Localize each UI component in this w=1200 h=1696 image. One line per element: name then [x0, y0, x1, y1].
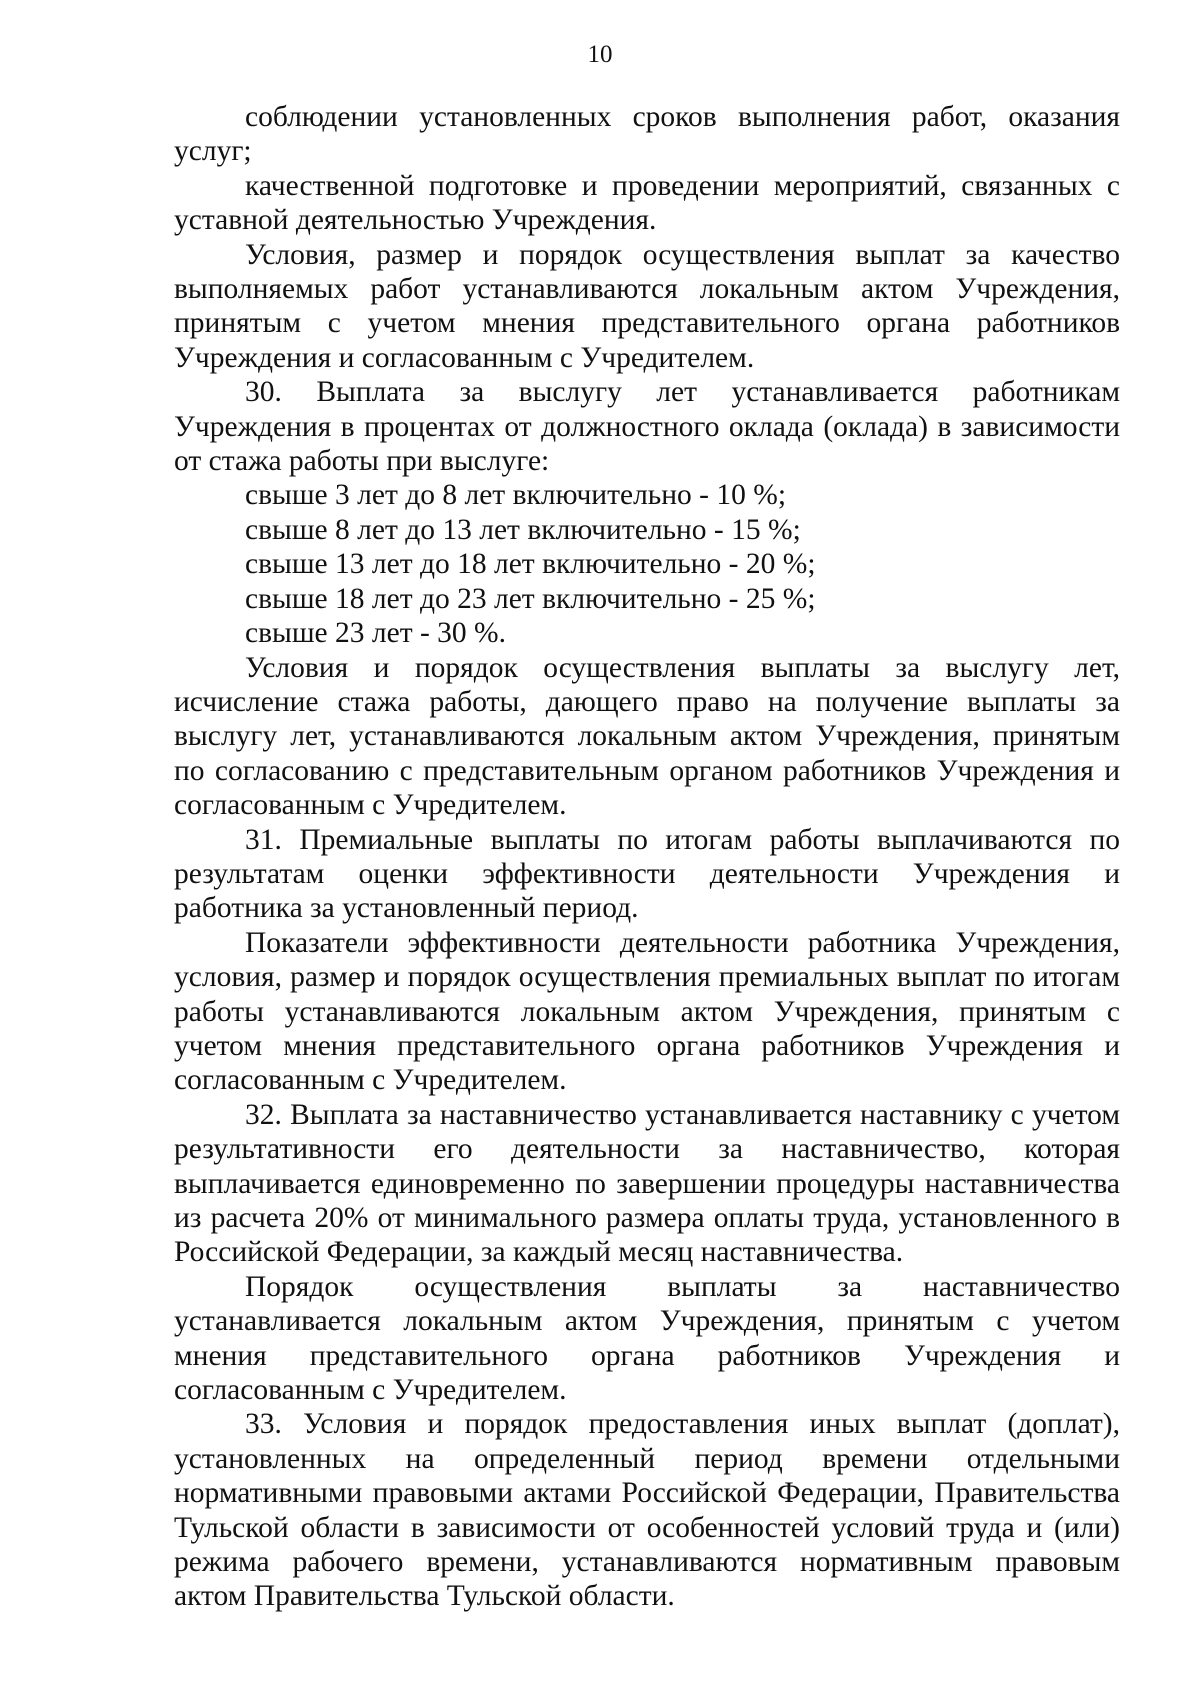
paragraph-deadlines: соблюдении установленных сроков выполнения работ, оказания услуг;: [174, 101, 1120, 168]
paragraph-performance-indicators: Показатели эффективности деятельности работника Учреждения, условия, размер и порядок осуществления премиальных выплат по итогам работы устанавливаются локальным актом Учреждения, принятым с учетом мнения представительного органа работников Учреждения и согласованным с Учредителем.: [174, 926, 1120, 1097]
seniority-list-item: свыше 8 лет до 13 лет включительно - 15 %;: [245, 513, 801, 546]
paragraph-event-preparation: качественной подготовке и проведении мероприятий, связанных с уставной деятельностью Учреждения.: [174, 169, 1120, 237]
document-body: [174, 100, 1120, 1614]
paragraph-item-32: 32. Выплата за наставничество устанавливается наставнику с учетом результативности его деятельности за наставничество, которая выплачивается единовременно по завершении процедуры наставничества из расчета 20% от минимального размера оплаты труда, установленного в Российской Федерации, за каждый месяц наставничества.: [174, 1098, 1120, 1269]
paragraph-item-31: 31. Премиальные выплаты по итогам работы выплачиваются по результатам оценки эффективности деятельности Учреждения и работника за установленный период.: [174, 823, 1120, 925]
paragraph-item-33: 33. Условия и порядок предоставления иных выплат (доплат), установленных на определенный период времени отдельными нормативными правовыми актами Российской Федерации, Правительства Тульской области в зависимости от особенностей условий труда и (или) режима рабочего времени, устанавливаются нормативным правовым актом Правительства Тульской области.: [174, 1408, 1120, 1613]
paragraph-mentoring-procedure: Порядок осуществления выплаты за наставничество устанавливается локальным актом Учреждения, принятым с учетом мнения представительного органа работников Учреждения и согласованным с Учредителем.: [174, 1270, 1120, 1407]
paragraph-item-30: 30. Выплата за выслугу лет устанавливается работникам Учреждения в процентах от должностного оклада (оклада) в зависимости от стажа работы при выслуге:: [174, 376, 1120, 478]
seniority-list-item: свыше 18 лет до 23 лет включительно - 25 %;: [245, 582, 816, 615]
seniority-list-item: свыше 3 лет до 8 лет включительно - 10 %;: [245, 479, 787, 512]
seniority-list-item: свыше 23 лет - 30 %.: [245, 617, 507, 650]
paragraph-quality-payment-conditions: Условия, размер и порядок осуществления выплат за качество выполняемых работ устанавливаются локальным актом Учреждения, принятым с учетом мнения представительного органа работников Учреждения и согласованным с Учредителем.: [174, 238, 1120, 374]
seniority-list-item: свыше 13 лет до 18 лет включительно - 20 %;: [245, 548, 816, 581]
paragraph-seniority-conditions: Условия и порядок осуществления выплаты за выслугу лет, исчисление стажа работы, дающего право на получение выплаты за выслугу лет, устанавливаются локальным актом Учреждения, принятым по согласованию с представительным органом работников Учреждения и согласованным с Учредителем.: [174, 651, 1120, 822]
page-number: 10: [587, 41, 613, 68]
